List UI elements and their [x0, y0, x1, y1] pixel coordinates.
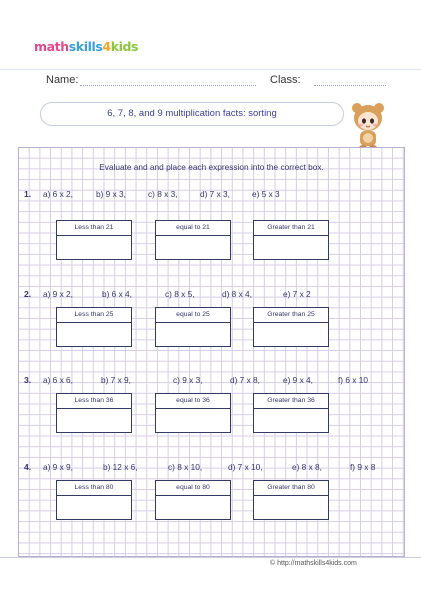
expression: c) 9 x 3,: [173, 375, 203, 385]
answer-box-label: Greater than 36: [254, 394, 328, 409]
footer-url: © http://mathskills4kids.com: [270, 560, 357, 567]
answer-box-label: equal to 36: [156, 394, 230, 409]
logo-part-math: math: [34, 39, 69, 54]
expression: b) 7 x 9,: [101, 375, 131, 385]
expression: a) 6 x 2,: [43, 189, 73, 199]
expression: c) 8 x 3,: [148, 189, 178, 199]
expression: c) 8 x 10,: [168, 462, 203, 472]
answer-box-label: equal to 25: [156, 308, 230, 323]
answer-box-less-than[interactable]: [56, 220, 132, 260]
expression: d) 8 x 4,: [222, 289, 252, 299]
answer-box-label: Less than 21: [57, 221, 131, 236]
question-number: 4.: [24, 462, 32, 472]
expression: d) 7 x 3,: [200, 189, 230, 199]
answer-box-equal-to[interactable]: [155, 480, 231, 520]
answer-box-label: Less than 36: [57, 394, 131, 409]
logo-part-4: 4: [102, 39, 111, 54]
expression: f) 9 x 8: [350, 462, 376, 472]
answer-box-greater-than[interactable]: [253, 480, 329, 520]
site-logo: [34, 39, 138, 55]
expression: e) 7 x 2: [283, 289, 311, 299]
header-divider: [0, 69, 421, 70]
question-number: 3.: [24, 375, 32, 385]
answer-box-greater-than[interactable]: [253, 220, 329, 260]
class-label: Class:: [270, 74, 301, 86]
answer-box-label: Greater than 25: [254, 308, 328, 323]
question-number: 2.: [24, 289, 32, 299]
expression: b) 9 x 3,: [96, 189, 126, 199]
logo-part-kids: kids: [110, 39, 139, 54]
expression: f) 6 x 10: [338, 375, 368, 385]
expression: d) 7 x 8,: [230, 375, 260, 385]
answer-box-less-than[interactable]: [56, 393, 132, 433]
answer-box-label: Greater than 21: [254, 221, 328, 236]
answer-box-label: equal to 21: [156, 221, 230, 236]
logo-part-skills: skills: [68, 39, 103, 54]
expression: b) 12 x 6,: [103, 462, 138, 472]
answer-box-label: Less than 25: [57, 308, 131, 323]
class-field[interactable]: [314, 85, 386, 86]
expression: d) 7 x 10,: [228, 462, 263, 472]
instructions: Evaluate and and place each expression into the correct box.: [99, 162, 324, 172]
answer-box-greater-than[interactable]: [253, 393, 329, 433]
name-field[interactable]: [80, 85, 256, 86]
answer-box-equal-to[interactable]: [155, 220, 231, 260]
answer-box-label: Greater than 80: [254, 481, 328, 496]
expression: b) 6 x 4,: [102, 289, 132, 299]
expression: a) 6 x 6,: [43, 375, 73, 385]
expression: c) 8 x 5,: [165, 289, 195, 299]
worksheet-title: 6, 7, 8, and 9 multiplication facts: sorting: [107, 108, 277, 119]
answer-box-equal-to[interactable]: [155, 393, 231, 433]
answer-box-less-than[interactable]: [56, 480, 132, 520]
expression: e) 8 x 8,: [292, 462, 322, 472]
expression: e) 9 x 4,: [283, 375, 313, 385]
answer-box-less-than[interactable]: [56, 307, 132, 347]
expression: a) 9 x 2,: [43, 289, 73, 299]
expression: e) 5 x 3: [252, 189, 280, 199]
question-number: 1.: [24, 189, 32, 199]
answer-box-equal-to[interactable]: [155, 307, 231, 347]
name-label: Name:: [46, 74, 79, 86]
footer-divider: [0, 557, 421, 558]
answer-box-greater-than[interactable]: [253, 307, 329, 347]
answer-box-label: Less than 80: [57, 481, 131, 496]
expression: a) 9 x 9,: [43, 462, 73, 472]
answer-box-label: equal to 80: [156, 481, 230, 496]
